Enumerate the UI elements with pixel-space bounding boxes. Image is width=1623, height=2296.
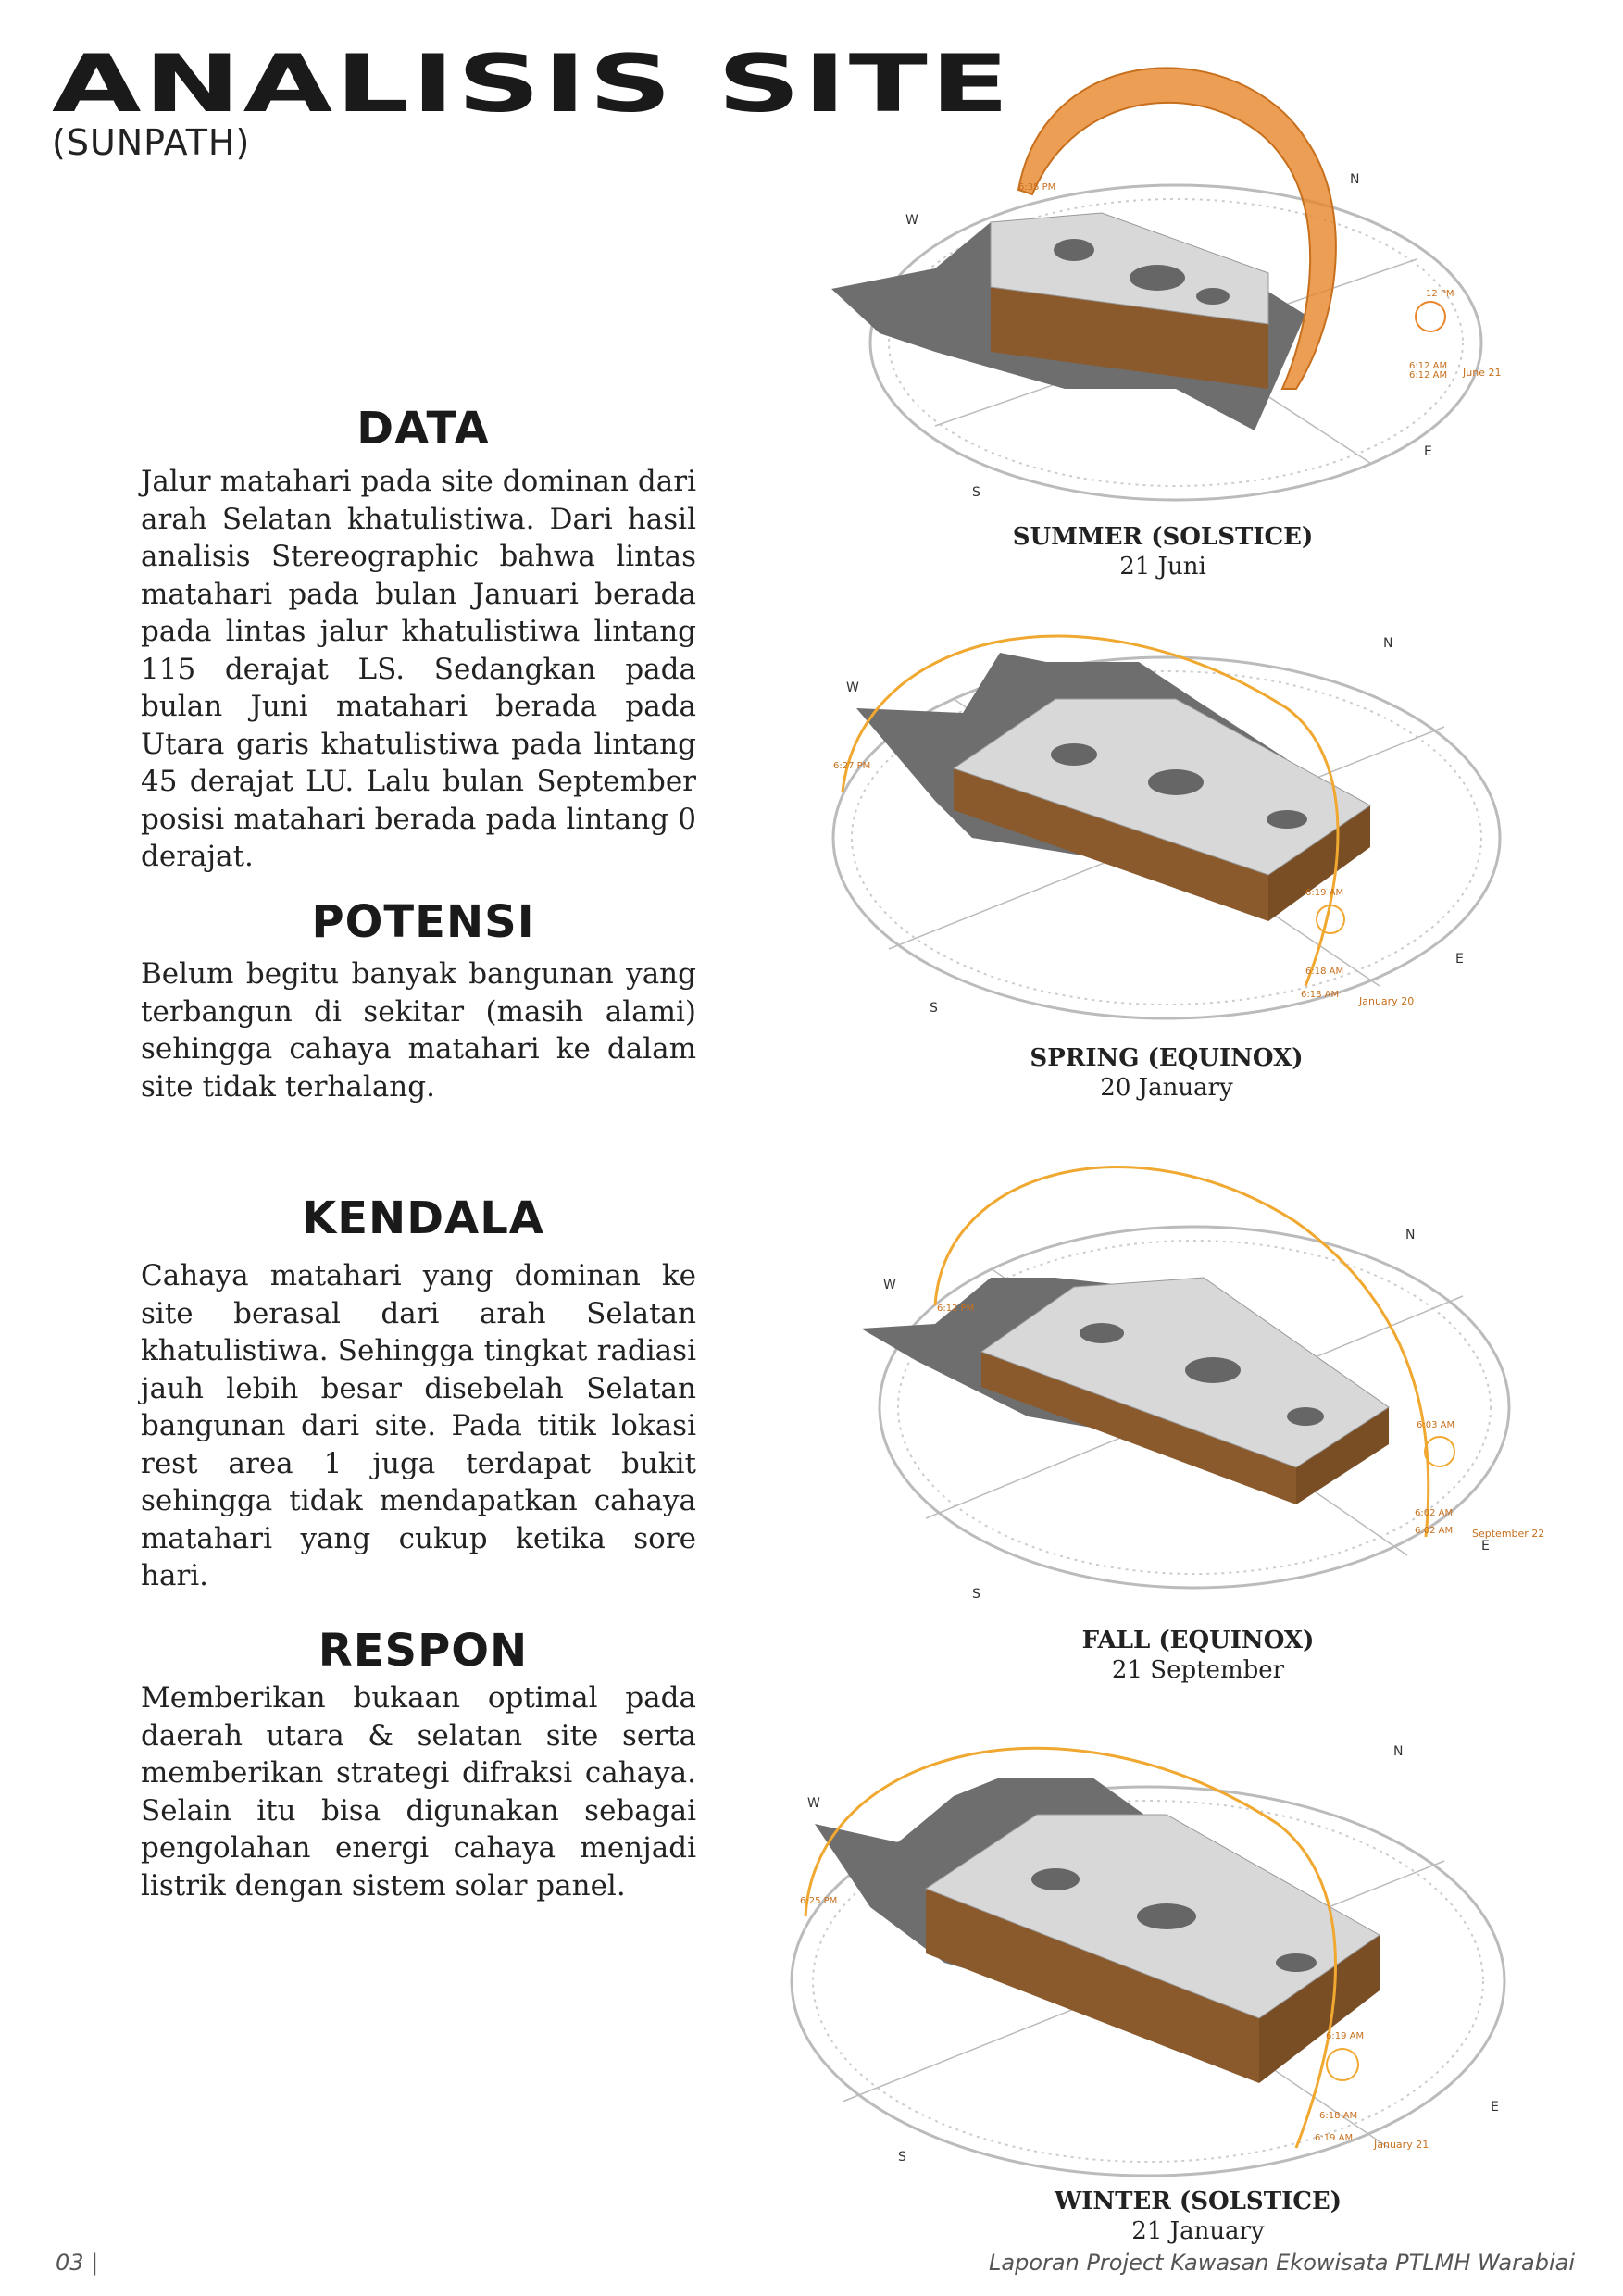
compass-n: N (1383, 636, 1393, 651)
kendala-heading: KENDALA (302, 1192, 544, 1244)
page-number: 03 | (56, 2250, 99, 2276)
label-date: September 22 (1472, 1528, 1545, 1540)
caption-title: WINTER (SOLSTICE) (1054, 2188, 1342, 2215)
footer-report-title: Laporan Project Kawasan Ekowisata PTLMH Warabiai (989, 2250, 1575, 2276)
compass-s: S (972, 1587, 980, 1602)
page-subtitle: (SUNPATH) (52, 122, 251, 163)
label-noon: 6:19 AM (1326, 2031, 1365, 2041)
compass-w: W (883, 1278, 896, 1292)
data-heading: DATA (356, 403, 490, 455)
sun-icon (1425, 1437, 1454, 1466)
compass-e: E (1455, 952, 1464, 967)
sunpath-diagram-spring (805, 597, 1528, 1032)
compass-s: S (972, 485, 980, 500)
caption-title: SUMMER (SOLSTICE) (1012, 523, 1314, 551)
page-title: ANALISIS SITE (52, 38, 1012, 131)
caption-date: 21 Juni (1119, 553, 1206, 580)
compass-e: E (1491, 2100, 1499, 2115)
caption-title: FALL (EQUINOX) (1081, 1627, 1315, 1654)
label-sunrise-a: 6:02 AM (1415, 1508, 1454, 1518)
label-sunrise-b: 6:12 AM (1409, 370, 1448, 381)
label-noon: 6:03 AM (1417, 1420, 1455, 1430)
label-sunrise-a: 6:12 AM (1409, 361, 1448, 371)
compass-s: S (898, 2150, 906, 2165)
label-noon: 6:19 AM (1305, 888, 1344, 898)
label-date: January 20 (1359, 995, 1415, 1007)
caption-date: 21 September (1111, 1656, 1285, 1684)
compass-e: E (1481, 1539, 1490, 1554)
caption-winter (957, 2188, 1439, 2245)
label-date: January 21 (1374, 2139, 1429, 2151)
compass-w: W (905, 213, 918, 228)
label-sunrise-b: 6:19 AM (1315, 2133, 1354, 2143)
caption-title: SPRING (EQUINOX) (1030, 1044, 1304, 1072)
label-noon: 12 PM (1426, 289, 1454, 299)
sunpath-diagram-summer (824, 74, 1528, 537)
compass-s: S (930, 1001, 938, 1016)
caption-date: 21 January (1131, 2217, 1265, 2245)
label-sunset: 6:25 PM (800, 1896, 838, 1906)
label-sunset: 6:12 PM (937, 1304, 975, 1314)
caption-date: 20 January (1100, 1074, 1233, 1102)
potensi-body: Belum begitu banyak bangunan yang terbangun di sekitar (masih alami) sehingga cahaya matahari ke dalam site tidak terhalang. (141, 957, 696, 1104)
label-sunrise-a: 6:18 AM (1305, 967, 1344, 977)
sun-icon (1327, 2049, 1358, 2080)
label-sunrise-b: 6:02 AM (1415, 1526, 1454, 1536)
label-sunrise-b: 6:18 AM (1301, 990, 1340, 1000)
compass-w: W (846, 680, 859, 695)
label-sunset: 6:27 PM (833, 761, 871, 771)
label-sunset: 6:35 PM (1018, 182, 1056, 193)
respon-heading: RESPON (318, 1625, 529, 1677)
sun-icon (1317, 905, 1344, 933)
potensi-heading: POTENSI (311, 896, 535, 948)
label-sunrise-a: 6:18 AM (1319, 2111, 1358, 2121)
data-body: Jalur matahari pada site dominan dari arah Selatan khatulistiwa. Dari hasil analisis Stereographic bahwa lintas matahari pada bulan Januari berada pada lintas jalur khatulistiwa lintang 115 derajat LS. Sedangkan pada bulan Juni matahari berada pada Utara garis khatulistiwa pada lintang 45 derajat LU. Lalu bulan September posisi matahari berada pada lintang 0 derajat. (141, 465, 696, 873)
caption-fall (957, 1627, 1439, 1684)
sun-icon (1416, 302, 1445, 331)
caption-summer (922, 523, 1404, 580)
compass-n: N (1393, 1744, 1404, 1759)
compass-e: E (1424, 444, 1432, 459)
kendala-body: Cahaya matahari yang dominan ke site berasal dari arah Selatan khatulistiwa. Sehingga tingkat radiasi jauh lebih besar disebelah Selatan bangunan dari site. Pada titik lokasi rest area 1 juga terdapat bukit sehingga tidak mendapatkan cahaya matahari yang cukup ketika sore hari. (141, 1259, 696, 1592)
compass-n: N (1350, 172, 1360, 187)
compass-w: W (807, 1796, 820, 1811)
sunpath-diagram-fall (833, 1139, 1545, 1602)
caption-spring (926, 1044, 1407, 1102)
compass-n: N (1405, 1228, 1416, 1242)
sunpath-diagram-winter (759, 1722, 1537, 2203)
respon-body: Memberikan bukaan optimal pada daerah utara & selatan site serta memberikan strategi difraksi cahaya. Selain itu bisa digunakan sebagai pengolahan energi cahaya menjadi listrik dengan sistem solar panel. (141, 1681, 696, 1903)
label-date: June 21 (1463, 367, 1502, 379)
